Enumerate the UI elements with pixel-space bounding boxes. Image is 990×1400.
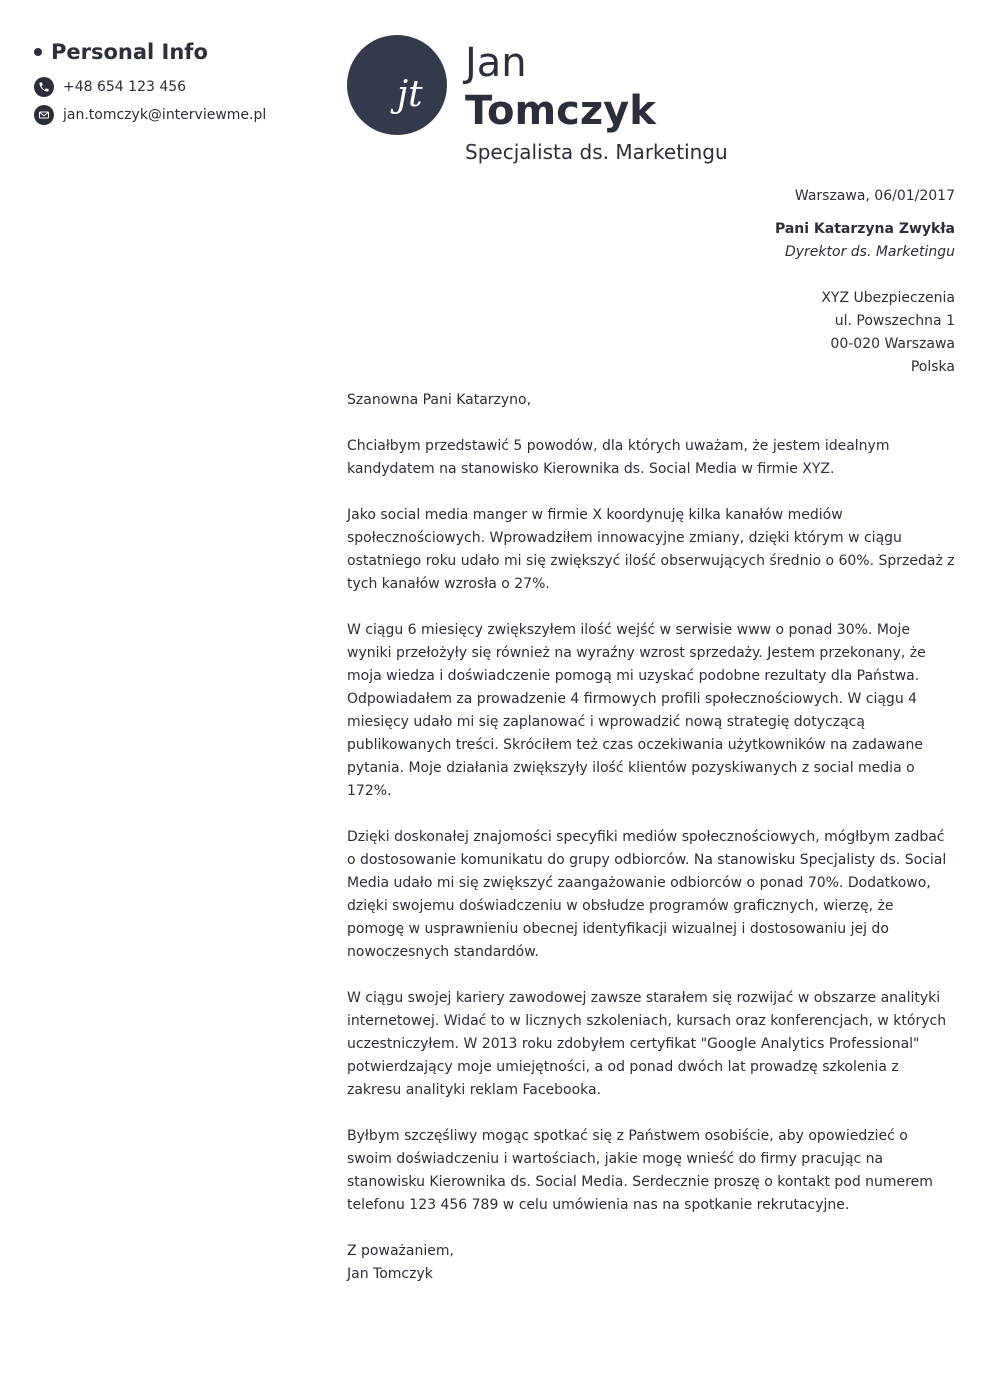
email-row — [34, 102, 314, 128]
salutation: Szanowna Pani Katarzyno, — [347, 392, 532, 408]
paragraph: Dzięki doskonałej znajomości specyfiki mediów społecznościowych, mógłbym zadbać o dostosowanie komunikatu do grupy odbiorców. Na stanowisku Specjalisty ds. Social Media udało mi się zwiększyć zaangażowanie odbiorców o ponad 70%. Dodatkowo, dzięki swojemu doświadczeniu w obsłudze programów graficznych, wierzę, że pomogę w usprawnieniu obecnej identyfikacji wizualnej i dostosowaniu jej do nowoczesnych standardów. — [347, 829, 947, 960]
recipient-title: Dyrektor ds. Marketingu — [784, 244, 955, 260]
street-address: ul. Powszechna 1 — [834, 313, 955, 329]
country: Polska — [910, 359, 955, 375]
email-address[interactable]: jan.tomczyk@interviewme.pl — [63, 107, 267, 123]
sidebar — [34, 36, 314, 128]
job-title: Specjalista ds. Marketingu — [465, 140, 728, 164]
paragraph: W ciągu swojej kariery zawodowej zawsze starałem się rozwijać w obszarze analityki internetowej. Widać to w licznych szkoleniach, kursach oraz konferencjach, w których uczestniczyłem. W 2013 roku zdobyłem certyfikat "Google Analytics Professional" potwierdzający moje umiejętności, a od ponad dwóch lat prowadzę szkolenia z zakresu analityki reklam Facebooka. — [347, 990, 947, 1098]
phone-number[interactable]: +48 654 123 456 — [63, 79, 187, 95]
phone-row — [34, 74, 314, 100]
recipient-block — [355, 218, 955, 264]
avatar — [347, 35, 447, 135]
letter-body — [347, 389, 955, 1286]
place-date: Warszawa, 06/01/2017 — [794, 188, 955, 204]
phone-icon — [34, 77, 54, 97]
bullet-icon — [34, 48, 42, 56]
last-name: Tomczyk — [465, 88, 656, 134]
city-address: 00-020 Warszawa — [830, 336, 955, 352]
paragraph: Jako social media manger w firmie X koordynuję kilka kanałów mediów społecznościowych. Wprowadziłem innowacyjne zmiany, dzięki którym w ciągu ostatniego roku udało mi się zwiększyć ilość obserwujących średnio o 60%. Sprzedaż z tych kanałów wzrosła o 27%. — [347, 507, 955, 592]
recipient-address — [355, 287, 955, 379]
company-name: XYZ Ubezpieczenia — [821, 290, 955, 306]
personal-info-heading — [34, 36, 314, 68]
recipient-name: Pani Katarzyna Zwykła — [774, 221, 955, 237]
paragraph: Byłbym szczęśliwy mogąc spotkać się z Państwem osobiście, aby opowiedzieć o swoim doświadczeniu i wartościach, jakie mogę wnieść do firmy pracując na stanowisku Kierownika ds. Social Media. Serdecznie proszę o kontakt pod numerem telefonu 123 456 789 w celu umówienia nas na spotkanie rekrutacyjne. — [347, 1128, 933, 1213]
name-block — [465, 39, 728, 167]
email-icon — [34, 105, 54, 125]
closing: Z poważaniem, — [347, 1243, 454, 1259]
paragraph: W ciągu 6 miesięcy zwiększyłem ilość wejść w serwisie www o ponad 30%. Moje wyniki przełożyły się również na wyraźny wzrost sprzedaży. Jestem przekonany, że moja wiedza i doświadczenie pomogą mi uzyskać podobne rezultaty dla Państwa. Odpowiadałem za prowadzenie 4 firmowych profili społecznościowych. W ciągu 4 miesięcy udało mi się zaplanować i wprowadzić nową strategię dotyczącą publikowanych treści. Skróciłem też czas oczekiwania użytkowników na zadawane pytania. Moje działania zwiększyły ilość klientów pozyskiwanych z social media o 172%. — [347, 622, 926, 799]
first-name: Jan — [465, 40, 527, 86]
avatar-initials: jt — [397, 74, 423, 115]
signature: Jan Tomczyk — [347, 1266, 433, 1282]
paragraph: Chciałbym przedstawić 5 powodów, dla których uważam, że jestem idealnym kandydatem na stanowisko Kierownika ds. Social Media w firmie XYZ. — [347, 438, 890, 477]
personal-info-title: Personal Info — [51, 40, 208, 64]
